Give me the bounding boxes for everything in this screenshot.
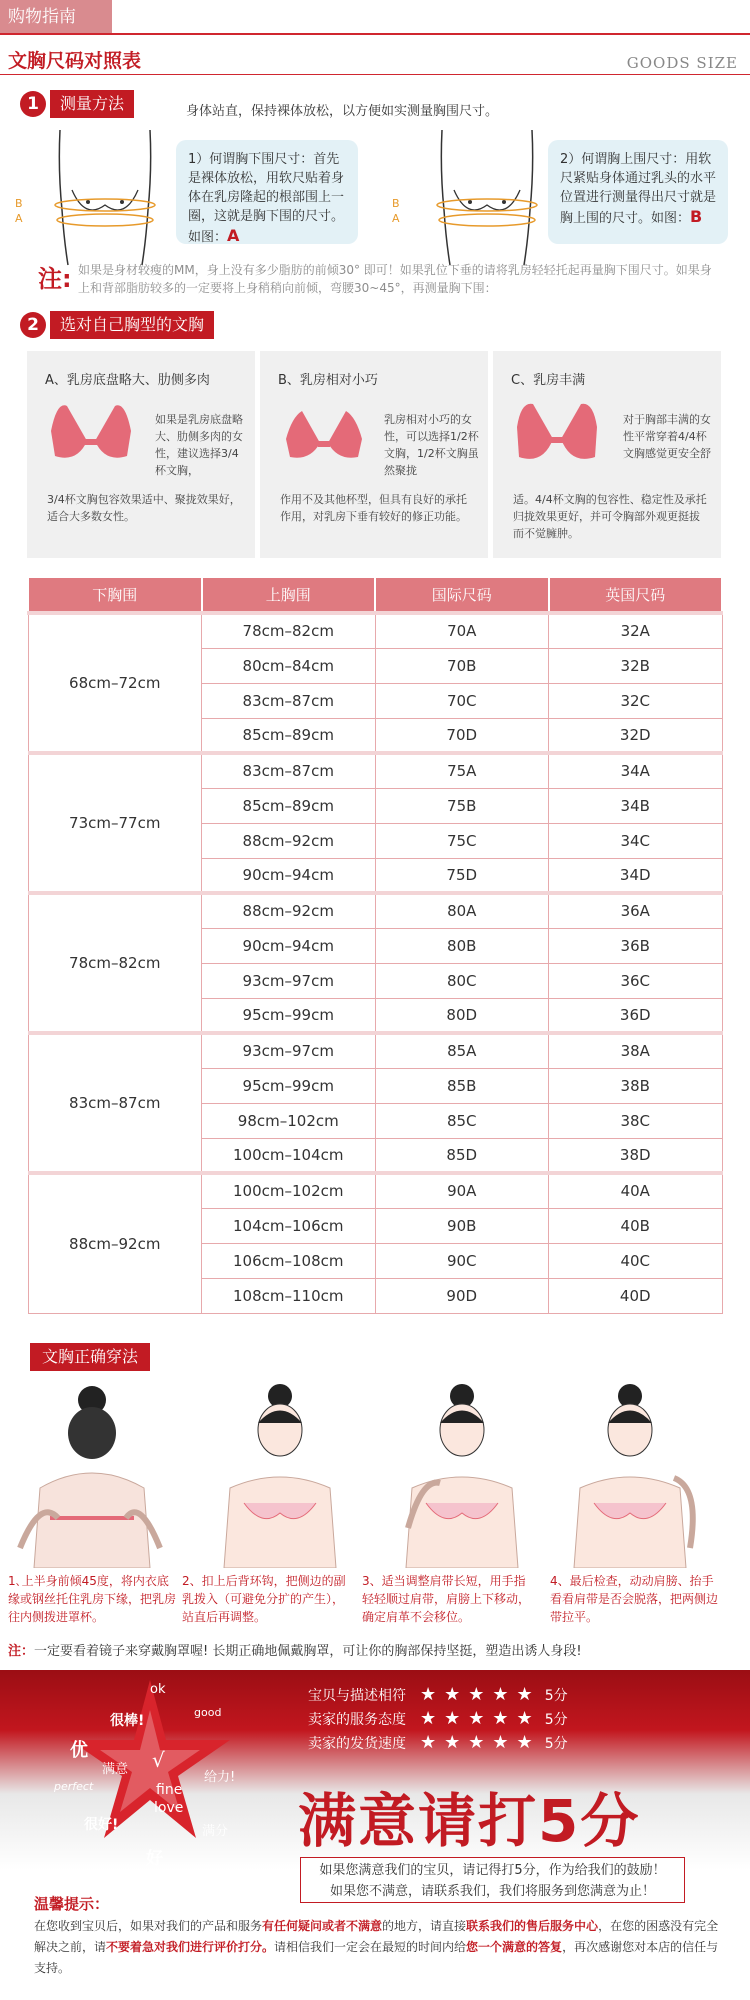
star-tag: love [154, 1800, 184, 1816]
star-tag: 很好! [84, 1817, 119, 1833]
goods-size-label: GOODS SIZE [626, 54, 738, 72]
intl-size-cell: 90A [375, 1173, 549, 1208]
rating-message-line: 如果您不满意，请联系我们，我们将服务到您满意为止！ [329, 1884, 655, 1899]
intl-size-cell: 85D [375, 1138, 549, 1173]
wearing-step-4: 4、最后检查，动动肩膀、抬手看看肩带是否会脱落，把两侧边带拉平。 [550, 1574, 719, 1624]
over-bust-text: 2）何谓胸上围尺寸：用软尺紧贴身体通过乳头的水平位置进行测量得出尺寸就是胸上围的尺寸。如图： [560, 152, 717, 226]
shopping-guide-tab: 购物指南 [0, 0, 112, 34]
rating-label: 宝贝与描述相符 [308, 1687, 406, 1704]
uk-size-cell: 40B [549, 1208, 723, 1243]
intl-size-cell: 75D [375, 858, 549, 893]
tips-part: 在您收到宝贝后，如果对我们的产品和服务 [34, 1919, 263, 1933]
rating-row [308, 1684, 568, 1705]
rating-row [308, 1732, 568, 1753]
marker-a: A [15, 212, 23, 225]
over-bust-cell: 90cm–94cm [202, 858, 376, 893]
torso-illustration-left [30, 120, 180, 270]
star-tag: ok [150, 1682, 166, 1697]
rating-label: 卖家的服务态度 [308, 1711, 406, 1728]
uk-size-cell: 38D [549, 1138, 723, 1173]
star-tag: good [194, 1706, 222, 1719]
rating-score: 5分 [544, 1687, 568, 1704]
over-bust-cell: 83cm–87cm [202, 683, 376, 718]
shape-section-head [20, 311, 214, 339]
rating-stars: ★★★★★ [420, 1732, 541, 1753]
bra-icon [513, 401, 601, 471]
star-tag: fine [156, 1782, 183, 1798]
section-title: 选对自己胸型的文胸 [50, 311, 214, 339]
star-tag: √ [152, 1748, 165, 1772]
cup-card-title: C、乳房丰满 [511, 373, 586, 388]
section-number: 2 [20, 312, 46, 338]
cup-card-desc: 对于胸部丰满的女性平常穿着4/4杯文胸感觉更安全舒 [623, 413, 711, 460]
uk-size-cell: 34B [549, 788, 723, 823]
over-bust-cell: 104cm–106cm [202, 1208, 376, 1243]
over-bust-cell: 95cm–99cm [202, 1068, 376, 1103]
table-row [28, 1173, 722, 1208]
bra-icon [47, 401, 135, 471]
star-tag: 很棒! [110, 1713, 145, 1729]
intl-size-cell: 80C [375, 963, 549, 998]
cup-card-desc-bottom: 作用不及其他杯型，但具有良好的承托作用，对乳房下垂有较好的修正功能。 [280, 493, 467, 523]
rating-score: 5分 [544, 1735, 568, 1752]
over-bust-cell: 90cm–94cm [202, 928, 376, 963]
note-text: 如果是身材较瘦的MM，身上没有多少脂肪的前倾30° 即可！如果乳位下垂的请将乳房轻轻托起再量胸下围尺寸。如果身上和背部脂肪较多的一定要将上身稍稍向前倾，弯腰30~45°，再测量胸下围： [78, 263, 712, 295]
under-bust-cell: 83cm–87cm [28, 1033, 202, 1173]
table-row [28, 753, 722, 788]
uk-size-cell: 32A [549, 613, 723, 648]
over-bust-bubble [548, 140, 728, 244]
wearing-note [8, 1640, 582, 1659]
uk-size-cell: 38A [549, 1033, 723, 1068]
table-header-row [28, 577, 722, 613]
rating-score: 5分 [544, 1711, 568, 1728]
header-over-bust: 上胸围 [202, 577, 376, 613]
intl-size-cell: 85A [375, 1033, 549, 1068]
table-row [28, 1033, 722, 1068]
header-intl-size: 国际尺码 [375, 577, 549, 613]
tips-highlight: 您一个满意的答复 [466, 1940, 563, 1954]
wearing-section-title: 文胸正确穿法 [30, 1343, 150, 1371]
measure-intro: 身体站直，保持裸体放松，以方便如实测量胸围尺寸。 [186, 104, 499, 119]
over-bust-cell: 98cm–102cm [202, 1103, 376, 1138]
rating-row [308, 1708, 568, 1729]
over-bust-cell: 100cm–104cm [202, 1138, 376, 1173]
cup-card-c [493, 351, 721, 558]
uk-size-cell: 32B [549, 648, 723, 683]
intl-size-cell: 70A [375, 613, 549, 648]
star-tag: 满分 [202, 1824, 229, 1839]
under-bust-text: 1）何谓胸下围尺寸：首先是裸体放松，用软尺贴着身体在乳房隆起的根部围上一圈，这就是胸下围的尺寸。如图： [188, 152, 345, 245]
over-bust-cell: 88cm–92cm [202, 823, 376, 858]
under-bust-cell: 78cm–82cm [28, 893, 202, 1033]
wearing-step-1: 1､上半身前倾45度，将内衣底缘或钢丝托住乳房下缘，把乳房往内侧拨进罩杯。 [8, 1574, 177, 1624]
over-bust-cell: 83cm–87cm [202, 753, 376, 788]
rating-slogan: 满意请打5分 [298, 1787, 641, 1855]
uk-size-cell: 32C [549, 683, 723, 718]
tips-part: ，在您的困惑没有完全解决之前，请 [34, 1919, 719, 1954]
table-row [28, 613, 722, 648]
tips-part: ，再次感谢您对本店的信任与支持。 [34, 1940, 719, 1975]
header-divider [0, 33, 750, 35]
rating-message-line: 如果您满意我们的宝贝，请记得打5分，作为给我们的鼓励！ [319, 1863, 666, 1878]
cup-card-desc-bottom: 适。4/4杯文胸的包容性、稳定性及承托归拢效果更好，并可令胸部外观更挺拔而不觉臃肿。 [513, 493, 707, 540]
intl-size-cell: 70B [375, 648, 549, 683]
woman-check-illustration [550, 1378, 710, 1568]
tips-highlight: 不要着急对我们进行评价打分。 [106, 1940, 275, 1954]
wearing-note-text: 一定要看着镜子来穿戴胸罩喔! 长期正确地佩戴胸罩，可让你的胸部保持坚挺，塑造出诱人身段! [34, 1644, 582, 1659]
over-bust-cell: 93cm–97cm [202, 1033, 376, 1068]
under-bust-cell: 73cm–77cm [28, 753, 202, 893]
intl-size-cell: 70D [375, 718, 549, 753]
tips-text [34, 1916, 724, 1979]
over-bust-cell: 85cm–89cm [202, 718, 376, 753]
table-row [28, 893, 722, 928]
uk-size-cell: 40A [549, 1173, 723, 1208]
wearing-step-3: 3、适当调整肩带长短，用手指轻轻顺过肩带，肩膀上下移动，确定肩革不会移位。 [362, 1574, 531, 1624]
wearing-step-2: 2、扣上后背环钩，把侧边的副乳拨入（可避免分扩的产生），站直后再调整。 [182, 1574, 346, 1624]
uk-size-cell: 38C [549, 1103, 723, 1138]
over-bust-cell: 108cm–110cm [202, 1278, 376, 1313]
cup-card-title: B、乳房相对小巧 [278, 373, 378, 388]
marker-b: B [15, 197, 23, 210]
uk-size-cell: 34A [549, 753, 723, 788]
tips-part: 请相信我们一定会在最短的时间内给 [274, 1940, 467, 1954]
rating-label: 卖家的发货速度 [308, 1735, 406, 1752]
wearing-note-label: 注： [8, 1644, 35, 1659]
over-bust-mark: B [690, 207, 703, 226]
uk-size-cell: 36C [549, 963, 723, 998]
over-bust-cell: 78cm–82cm [202, 613, 376, 648]
torso-illustration-right [412, 120, 562, 270]
over-bust-cell: 80cm–84cm [202, 648, 376, 683]
section-number: 1 [20, 91, 46, 117]
cup-card-a [27, 351, 255, 558]
uk-size-cell: 36A [549, 893, 723, 928]
cup-card-b [260, 351, 488, 558]
marker-a-right: A [392, 212, 400, 225]
over-bust-cell: 85cm–89cm [202, 788, 376, 823]
under-bust-cell: 68cm–72cm [28, 613, 202, 753]
measure-section-head [20, 90, 134, 118]
uk-size-cell: 38B [549, 1068, 723, 1103]
under-bust-cell: 88cm–92cm [28, 1173, 202, 1313]
under-bust-bubble [176, 140, 358, 244]
tips-highlight: 联系我们的售后服务中心 [466, 1919, 599, 1933]
intl-size-cell: 85C [375, 1103, 549, 1138]
title-divider [0, 74, 750, 75]
rating-stars: ★★★★★ [420, 1708, 541, 1729]
woman-strap-illustration [382, 1378, 542, 1568]
rating-banner [0, 1670, 750, 1870]
intl-size-cell: 85B [375, 1068, 549, 1103]
intl-size-cell: 80D [375, 998, 549, 1033]
cup-card-desc: 如果是乳房底盘略大、肋侧多肉的女性，建议选择3/4杯文胸， [155, 413, 243, 477]
intl-size-cell: 80B [375, 928, 549, 963]
uk-size-cell: 34C [549, 823, 723, 858]
intl-size-cell: 80A [375, 893, 549, 928]
cup-card-desc: 乳房相对小巧的女性，可以选择1/2杯文胸，1/2杯文胸虽然聚拢 [384, 413, 479, 477]
intl-size-cell: 90C [375, 1243, 549, 1278]
marker-b-right: B [392, 197, 400, 210]
tips-part: 的地方，请直接 [382, 1919, 467, 1933]
header-uk-size: 英国尺码 [549, 577, 723, 613]
woman-front-illustration [200, 1378, 360, 1568]
intl-size-cell: 90B [375, 1208, 549, 1243]
page-title: 文胸尺码对照表 [8, 50, 142, 72]
cup-card-desc-bottom: 3/4杯文胸包容效果适中、聚拢效果好，适合大多数女性。 [47, 493, 241, 523]
star-tag: perfect [54, 1780, 94, 1793]
star-tag: 满意 [102, 1762, 129, 1777]
uk-size-cell: 32D [549, 718, 723, 753]
note-label: 注: [38, 265, 72, 293]
uk-size-cell: 36B [549, 928, 723, 963]
over-bust-cell: 88cm–92cm [202, 893, 376, 928]
intl-size-cell: 90D [375, 1278, 549, 1313]
tips-title: 温馨提示： [34, 1895, 110, 1913]
over-bust-cell: 95cm–99cm [202, 998, 376, 1033]
cup-card-title: A、乳房底盘略大、肋侧多肉 [45, 373, 210, 388]
uk-size-cell: 40C [549, 1243, 723, 1278]
section-title: 测量方法 [50, 90, 134, 118]
intl-size-cell: 70C [375, 683, 549, 718]
uk-size-cell: 34D [549, 858, 723, 893]
rating-stars: ★★★★★ [420, 1684, 541, 1705]
bra-icon [280, 401, 368, 471]
star-tag: 优 [70, 1740, 88, 1761]
star-tag: 好 [146, 1849, 163, 1869]
over-bust-cell: 100cm–102cm [202, 1173, 376, 1208]
star-tag: 给力! [204, 1770, 236, 1785]
intl-size-cell: 75B [375, 788, 549, 823]
uk-size-cell: 40D [549, 1278, 723, 1313]
uk-size-cell: 36D [549, 998, 723, 1033]
size-table [27, 576, 723, 1314]
header-under-bust: 下胸围 [28, 577, 202, 613]
star-burst-graphic [20, 1670, 280, 1870]
over-bust-cell: 106cm–108cm [202, 1243, 376, 1278]
rating-message-box [300, 1857, 685, 1903]
tips-highlight: 有任何疑问或者不满意 [262, 1919, 383, 1933]
intl-size-cell: 75A [375, 753, 549, 788]
over-bust-cell: 93cm–97cm [202, 963, 376, 998]
intl-size-cell: 75C [375, 823, 549, 858]
woman-back-illustration [10, 1378, 170, 1568]
under-bust-mark: A [227, 226, 240, 245]
